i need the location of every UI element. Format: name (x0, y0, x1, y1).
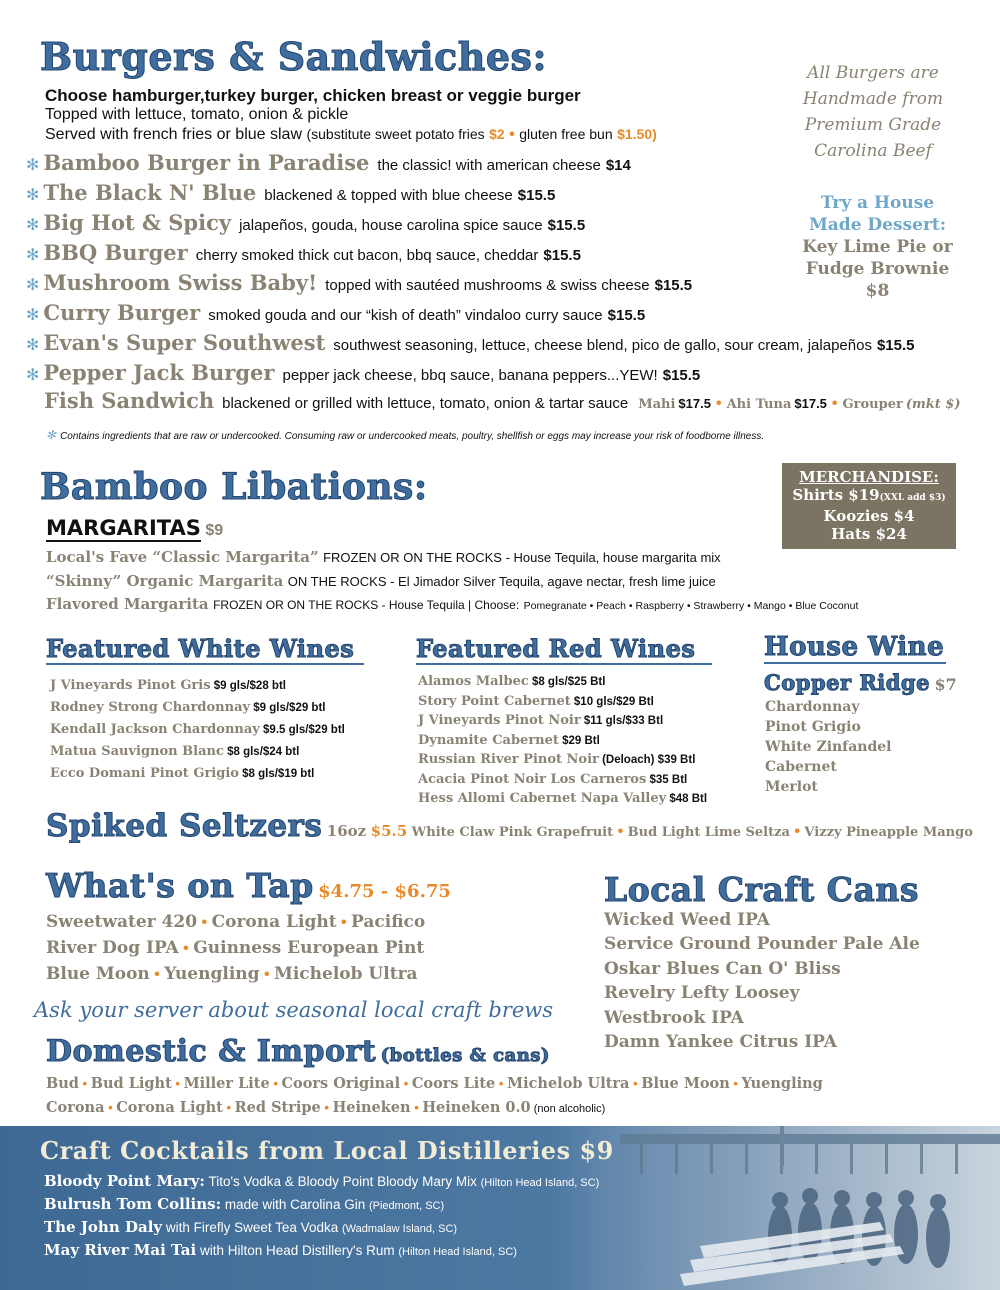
separator-dot: • (715, 395, 722, 412)
burger-item (26, 360, 700, 385)
note-line: Premium Grade (804, 115, 942, 135)
cocktail-name: Bloody Point Mary: (44, 1172, 205, 1190)
wine-name: Kendall Jackson Chardonnay (50, 722, 260, 737)
ask-server-note: Ask your server about seasonal local craft brews (34, 998, 554, 1022)
burger-desc: the classic! with american cheese (377, 157, 601, 174)
wine-name: Matua Sauvignon Blanc (50, 744, 224, 759)
tap-beer: Corona Light (211, 912, 337, 932)
wine-name: Story Point Cabernet (418, 693, 571, 709)
margarita-skinny (46, 572, 716, 591)
domestic-beer: Corona Light (116, 1099, 223, 1116)
gf-text: gluten free bun (519, 126, 613, 142)
can-item (604, 1032, 837, 1052)
burger-desc: smoked gouda and our “kish of death” vindaloo curry sauce (208, 307, 603, 324)
cans-title: Local Craft Cans (604, 870, 919, 909)
tap-beer: Yuengling (164, 964, 260, 984)
can-item (604, 934, 920, 954)
wine-price: $29 Btl (558, 734, 600, 747)
handmade-note (778, 60, 968, 164)
burger-desc: jalapeños, gouda, house carolina spice sauce (239, 217, 543, 234)
burgers-topped: Topped with lettuce, tomato, onion & pickle (45, 106, 349, 123)
domestic-beer: Corona (46, 1099, 105, 1116)
separator-dot: • (78, 1076, 91, 1091)
margaritas-header (46, 516, 223, 540)
separator-dot: • (729, 1076, 742, 1091)
burger-name: Bamboo Burger in Paradise (43, 150, 370, 175)
merch-shirts-label: Shirts $19 (792, 486, 880, 504)
domestic-beer: Bud Light (90, 1075, 172, 1092)
white-wine-item (50, 698, 326, 716)
fish-desc: blackened or grilled with lettuce, tomato, onion & tartar sauce (222, 395, 629, 412)
wine-name: Acacia Pinot Noir Los Carneros (418, 771, 647, 787)
can-name: Service Ground Pounder Pale Ale (604, 934, 920, 955)
note-line: Carolina Beef (814, 141, 932, 161)
domestic-row-2 (46, 1099, 605, 1117)
cocktail-desc: with Firefly Sweet Tea Vodka (162, 1220, 342, 1235)
separator-dot: • (410, 1100, 423, 1115)
seltzer-item: Vizzy Pineapple Mango (804, 825, 973, 840)
separator-dot: • (509, 126, 515, 143)
can-name: Oskar Blues Can O' Bliss (604, 958, 841, 979)
tap-row (46, 912, 425, 932)
wine-price: $35 Btl (646, 773, 688, 786)
domestic-row-1 (46, 1075, 823, 1093)
domestic-beer: Miller Lite (183, 1075, 270, 1092)
seltzers-price: $5.5 (370, 822, 408, 840)
domestic-sub: (bottles & cans) (380, 1045, 550, 1066)
tap-beer: River Dog IPA (46, 938, 179, 958)
ahi-price: $17.5 (794, 396, 827, 411)
wine-name: Ecco Domani Pinot Grigio (50, 766, 239, 781)
libations-title: Bamboo Libations: (40, 466, 428, 508)
tap-beer: Pacifico (351, 912, 426, 932)
domestic-beer: Heineken (332, 1099, 411, 1116)
merch-shirts (782, 486, 956, 507)
cocktail-name: Bulrush Tom Collins: (44, 1195, 222, 1213)
dessert-line: Try a House (820, 193, 935, 213)
wine-price: $9.5 gls/$29 btl (259, 724, 345, 736)
domestic-beer: Bud (46, 1075, 79, 1092)
fish-sandwich-row (44, 388, 960, 413)
red-wine-item (418, 711, 663, 729)
seltzers-row (46, 808, 973, 844)
ahi-label: Ahi Tuna (726, 397, 792, 412)
cocktail-name: May River Mai Tai (44, 1241, 197, 1259)
merch-title: MERCHANDISE: (799, 468, 939, 486)
red-wine-item (418, 692, 654, 710)
margarita-desc: FROZEN OR ON THE ROCKS - House Tequila | Choose: (213, 598, 520, 612)
seltzer-item: White Claw Pink Grapefruit (411, 825, 614, 840)
wine-price: $9 gls/$29 btl (250, 702, 326, 714)
can-name: Revelry Lefty Loosey (604, 983, 800, 1004)
separator-dot: • (269, 1076, 282, 1091)
white-wine-item (50, 764, 314, 782)
red-wine-item (418, 750, 695, 768)
cocktail-desc: Tito's Vodka & Bloody Point Bloody Mary Mix (204, 1174, 481, 1189)
house-wine-item (765, 718, 861, 736)
domestic-beer: Michelob Ultra (507, 1075, 630, 1092)
raw-warning (46, 428, 764, 442)
domestic-beer: Coors Lite (411, 1075, 496, 1092)
wine-name: Rodney Strong Chardonnay (50, 700, 251, 715)
burger-desc: pepper jack cheese, bbq sauce, banana peppers...YEW! (282, 367, 658, 384)
wine-price: $11 gls/$33 Btl (580, 715, 664, 727)
grouper-price: (mkt $) (905, 397, 961, 412)
red-wine-item (418, 770, 687, 788)
margarita-name: Flavored Margarita (46, 595, 209, 613)
domestic-header (46, 1034, 550, 1069)
dessert-price: $8 (865, 281, 890, 301)
margarita-classic (46, 548, 721, 567)
separator-dot: • (149, 966, 165, 983)
wine-name: J Vineyards Pinot Noir (418, 713, 581, 728)
tap-beer: Guinness European Pint (193, 938, 425, 958)
dessert-box (790, 192, 965, 302)
house-wine-name: Merlot (765, 779, 818, 795)
house-wine-item (765, 758, 837, 776)
wine-price: $9 gls/$28 btl (210, 680, 286, 692)
merchandise-box (782, 463, 956, 549)
cocktail-item (44, 1195, 444, 1213)
margaritas-title: MARGARITAS (46, 516, 201, 540)
burger-name: Curry Burger (43, 300, 201, 325)
domestic-beer: Yuengling (741, 1075, 823, 1092)
cocktails-title: Craft Cocktails from Local Distilleries $9 (40, 1136, 614, 1165)
dessert-line: Fudge Brownie (805, 259, 950, 279)
house-wine-price: $7 (934, 675, 957, 694)
burger-desc: topped with sautéed mushrooms & swiss cheese (325, 277, 650, 294)
wine-name: Dynamite Cabernet (418, 732, 559, 748)
merch-hats: Hats $24 (831, 525, 907, 543)
burger-item (26, 150, 631, 175)
house-wine-title: House Wine (764, 632, 945, 662)
burger-desc: southwest seasoning, lettuce, cheese blend, pico de gallo, sour cream, jalapeños (333, 337, 872, 354)
tap-row (46, 938, 424, 958)
seltzer-item: Bud Light Lime Seltza (627, 825, 790, 840)
burger-item (26, 270, 692, 295)
grouper-label: Grouper (842, 397, 903, 412)
separator-dot: • (171, 1076, 184, 1091)
note-line: Handmade from (802, 89, 944, 109)
separator-dot: • (831, 395, 838, 412)
burger-price: $15.5 (876, 337, 915, 354)
served-text: Served with french fries or blue slaw (45, 126, 302, 143)
warning-text: Contains ingredients that are raw or undercooked. Consuming raw or undercooked meats, poultry, shellfish or eggs may increase your risk of foodborne illness. (60, 431, 765, 442)
red-wines-title: Featured Red Wines (416, 634, 712, 665)
cocktail-item (44, 1241, 517, 1259)
merch-shirts-note: (XXL add $3) (879, 493, 946, 503)
burger-price: $15.5 (654, 277, 693, 294)
burger-price: $15.5 (662, 367, 701, 384)
wine-price: $8 gls/$19 btl (238, 768, 315, 780)
burger-desc: blackened & topped with blue cheese (264, 187, 513, 204)
house-wine-brand: Copper Ridge (764, 670, 930, 695)
margaritas-price: $9 (205, 522, 224, 539)
sub-price: $2 (489, 126, 505, 142)
cocktail-location: (Wadmalaw Island, SC) (341, 1223, 458, 1235)
burger-price: $15.5 (543, 247, 581, 264)
domestic-beer: Coors Original (281, 1075, 401, 1092)
red-wine-item (418, 731, 600, 749)
margarita-desc: FROZEN OR ON THE ROCKS - House Tequila, house margarita mix (323, 550, 721, 565)
burger-price: $15.5 (547, 217, 586, 234)
seltzers-size: 16oz (326, 822, 367, 840)
snowflake-icon: ✻ (26, 367, 40, 384)
snowflake-icon: ✻ (46, 428, 57, 442)
wine-price: $8 gls/$25 Btl (528, 676, 606, 688)
burger-name: Evan's Super Southwest (43, 330, 326, 355)
burger-item (26, 300, 645, 325)
house-wine-name: Cabernet (765, 759, 837, 775)
burger-price: $14 (605, 157, 631, 174)
can-name: Westbrook IPA (604, 1007, 744, 1028)
snowflake-icon: ✻ (26, 337, 40, 354)
seltzers-title: Spiked Seltzers (46, 808, 323, 844)
wine-price: (Deloach) $39 Btl (598, 754, 696, 766)
dessert-line: Made Dessert: (808, 215, 947, 235)
cocktail-name: The John Daly (44, 1218, 163, 1236)
red-wine-item (418, 672, 605, 690)
can-item (604, 1008, 744, 1028)
cocktails-footer (0, 1126, 1000, 1290)
wine-name: Hess Allomi Cabernet Napa Valley (418, 791, 667, 806)
margarita-name: Local's Fave “Classic Margarita” (46, 548, 319, 566)
merch-koozies: Koozies $4 (823, 507, 915, 525)
burger-desc: cherry smoked thick cut bacon, bbq sauce, cheddar (195, 247, 539, 264)
burger-name: Mushroom Swiss Baby! (43, 270, 318, 295)
burger-name: BBQ Burger (43, 240, 188, 265)
margarita-flavored (46, 595, 858, 614)
wine-name: Alamos Malbec (418, 674, 529, 689)
burgers-title: Burgers & Sandwiches: (40, 34, 547, 79)
separator-dot: • (629, 1076, 642, 1091)
domestic-beer: Red Stripe (234, 1099, 321, 1116)
sub-text: (substitute sweet potato fries (306, 126, 485, 142)
tap-row (46, 964, 418, 984)
white-wine-item (50, 676, 286, 694)
separator-dot: • (336, 914, 352, 931)
snowflake-icon: ✻ (26, 277, 40, 294)
burger-item (26, 330, 915, 355)
separator-dot: • (495, 1076, 508, 1091)
separator-dot: • (178, 940, 194, 957)
cocktail-item (44, 1172, 599, 1190)
dessert-line: Key Lime Pie or (802, 237, 953, 257)
white-wine-item (50, 742, 299, 760)
note-line: All Burgers are (807, 63, 939, 83)
burger-item (26, 180, 555, 205)
burger-item (26, 240, 581, 265)
can-item (604, 910, 770, 930)
burger-name: The Black N' Blue (43, 180, 257, 205)
gf-price: $1.50) (617, 126, 657, 142)
domestic-beer: Heineken 0.0 (422, 1099, 531, 1116)
snowflake-icon: ✻ (26, 217, 40, 234)
separator-dot: • (320, 1100, 333, 1115)
burger-price: $15.5 (517, 187, 556, 204)
tap-beer: Sweetwater 420 (46, 912, 198, 932)
non-alcoholic-note: (non alcoholic) (530, 1103, 606, 1115)
snowflake-icon: ✻ (26, 187, 40, 204)
house-wine-brand-row (764, 670, 957, 695)
separator-dot: • (794, 823, 800, 840)
separator-dot: • (222, 1100, 235, 1115)
tap-beer: Michelob Ultra (274, 964, 418, 984)
burger-name: Big Hot & Spicy (43, 210, 232, 235)
cocktail-desc: made with Carolina Gin (221, 1197, 369, 1212)
wine-price: $8 gls/$24 btl (223, 746, 300, 758)
margarita-flavors: Pomegranate • Peach • Raspberry • Strawberry • Mango • Blue Coconut (523, 600, 859, 612)
snowflake-icon: ✻ (26, 157, 40, 174)
beach-photo (580, 1126, 1000, 1290)
house-wine-name: Chardonnay (765, 699, 860, 715)
cocktail-location: (Hilton Head Island, SC) (398, 1246, 517, 1258)
wine-name: Russian River Pinot Noir (418, 752, 599, 767)
tap-price: $4.75 - $6.75 (318, 881, 451, 902)
separator-dot: • (400, 1076, 412, 1091)
burgers-served (45, 126, 657, 144)
house-wine-item (765, 698, 859, 716)
burgers-choose: Choose hamburger,turkey burger, chicken breast or veggie burger (45, 86, 581, 105)
separator-dot: • (617, 823, 624, 840)
burger-name: Pepper Jack Burger (43, 360, 275, 385)
separator-dot: • (197, 914, 212, 931)
white-wine-item (50, 720, 345, 738)
red-wine-item (418, 789, 707, 807)
domestic-title: Domestic & Import (46, 1034, 377, 1069)
wine-price: $48 Btl (666, 793, 708, 805)
snowflake-icon: ✻ (26, 247, 40, 264)
house-wine-name: Pinot Grigio (765, 719, 861, 735)
mahi-label: Mahi (638, 397, 676, 412)
can-name: Wicked Weed IPA (604, 910, 770, 930)
snowflake-icon: ✻ (26, 307, 40, 324)
house-wine-item (765, 738, 891, 756)
tap-title: What's on Tap (46, 866, 314, 905)
cocktail-location: (Piedmont, SC) (368, 1200, 445, 1212)
mahi-price: $17.5 (678, 396, 711, 411)
tap-beer: Blue Moon (46, 964, 150, 984)
cocktail-desc: with Hilton Head Distillery's Rum (196, 1243, 399, 1258)
can-name: Damn Yankee Citrus IPA (604, 1032, 837, 1052)
white-wines-title: Featured White Wines (46, 634, 364, 665)
house-wine-item (765, 778, 818, 796)
margarita-desc: ON THE ROCKS - El Jimador Silver Tequila, agave nectar, fresh lime juice (287, 574, 716, 589)
can-item (604, 959, 841, 979)
cocktail-item (44, 1218, 457, 1236)
house-wine-name: White Zinfandel (765, 739, 892, 755)
burger-price: $15.5 (607, 307, 646, 324)
fish-name: Fish Sandwich (44, 388, 215, 413)
can-item (604, 983, 799, 1003)
burger-item (26, 210, 585, 235)
wine-price: $10 gls/$29 Btl (570, 695, 654, 708)
wine-name: J Vineyards Pinot Gris (50, 678, 211, 693)
margarita-name: “Skinny” Organic Margarita (46, 572, 284, 590)
separator-dot: • (259, 966, 275, 983)
tap-header (46, 866, 451, 905)
domestic-beer: Blue Moon (641, 1075, 730, 1092)
separator-dot: • (104, 1100, 117, 1115)
cocktail-location: (Hilton Head Island, SC) (480, 1177, 600, 1189)
